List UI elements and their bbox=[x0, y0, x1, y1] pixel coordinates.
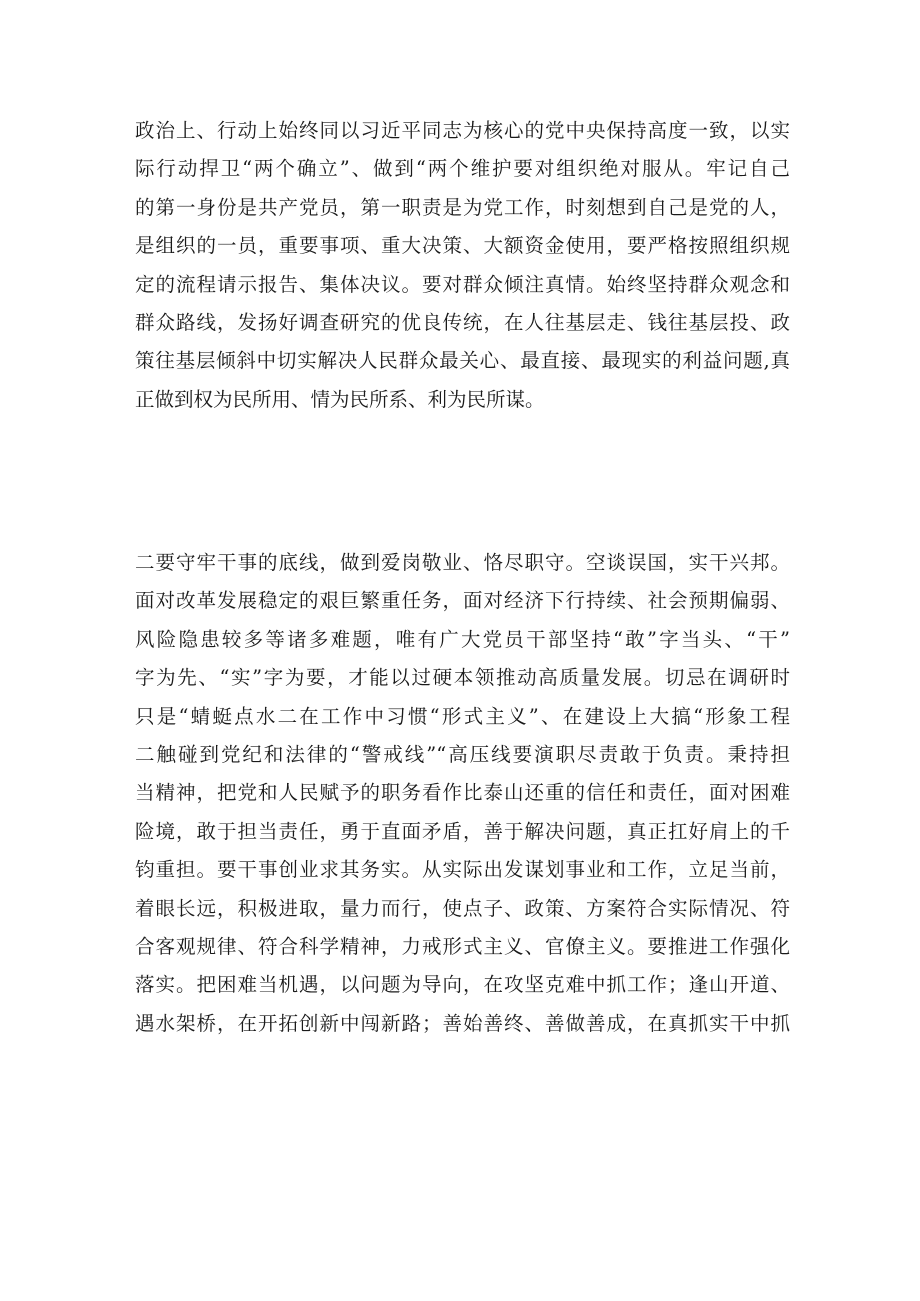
text-line: 二要守牢干事的底线，做到爱岗敬业、恪尽职守。空谈误国，实干兴邦。 bbox=[135, 551, 790, 574]
text-line: 当精神，把党和人民赋予的职务看作比泰山还重的信任和责任，面对困难 bbox=[135, 781, 790, 805]
text-line: 只是“蜻蜓点水二在工作中习惯“形式主义”、在建设上大搞“形象工程 bbox=[135, 704, 790, 728]
text-line: 际行动捍卫“两个确立”、做到“两个维护要对组织绝对服从。牢记自己 bbox=[135, 157, 790, 181]
text-line: 二触碰到党纪和法律的“警戒线”“高压线要演职尽责敢于负责。秉持担 bbox=[135, 742, 790, 766]
text-line: 策往基层倾斜中切实解决人民群众最关心、最直接、最现实的利益问题,真 bbox=[135, 349, 790, 373]
text-line: 政治上、行动上始终同以习近平同志为核心的党中央保持高度一致，以实 bbox=[135, 119, 790, 142]
text-line: 遇水架桥，在开拓创新中闯新路；善始善终、善做善成，在真抓实干中抓 bbox=[135, 1011, 790, 1035]
text-line: 正做到权为民所用、情为民所系、利为民所谋。 bbox=[135, 387, 545, 411]
text-line: 落实。把困难当机遇，以问题为导向，在攻坚克难中抓工作；逢山开道、 bbox=[135, 973, 790, 997]
text-line: 的第一身份是共产党员，第一职责是为党工作，时刻想到自己是党的人， bbox=[135, 195, 790, 219]
text-line: 合客观规律、符合科学精神，力戒形式主义、官僚主义。要推进工作强化 bbox=[135, 934, 790, 958]
paragraph-political-loyalty bbox=[135, 112, 790, 419]
text-line: 着眼长远，积极进取，量力而行，使点子、政策、方案符合实际情况、符 bbox=[135, 896, 790, 920]
text-line: 钧重担。要干事创业求其务实。从实际出发谋划事业和工作，立足当前， bbox=[135, 858, 790, 882]
text-line: 风险隐患较多等诸多难题，唯有广大党员干部坚持“敢”字当头、“干” bbox=[135, 627, 790, 651]
text-line: 字为先、“实”字为要，才能以过硬本领推动高质量发展。切忌在调研时 bbox=[135, 666, 790, 690]
text-line: 面对改革发展稳定的艰巨繁重任务，面对经济下行持续、社会预期偏弱、 bbox=[135, 589, 790, 613]
text-line: 是组织的一员，重要事项、重大决策、大额资金使用，要严格按照组织规 bbox=[135, 234, 790, 258]
paragraph-work-bottom-line bbox=[135, 544, 790, 1043]
text-line: 定的流程请示报告、集体决议。要对群众倾注真情。始终坚持群众观念和 bbox=[135, 272, 790, 296]
text-line: 群众路线，发扬好调查研究的优良传统，在人往基层走、钱往基层投、政 bbox=[135, 310, 790, 334]
text-line: 险境，敢于担当责任，勇于直面矛盾，善于解决问题，真正扛好肩上的千 bbox=[135, 819, 790, 843]
